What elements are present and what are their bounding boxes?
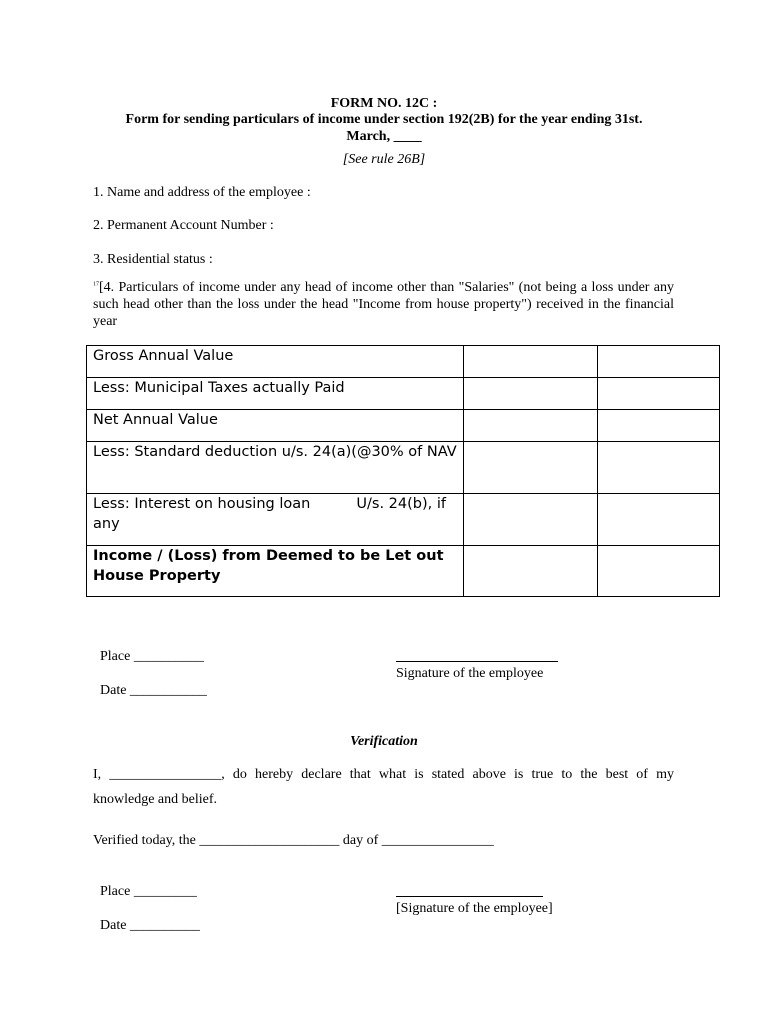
row-label-net-annual-value: Net Annual Value: [87, 410, 464, 442]
row-label-municipal-taxes: Less: Municipal Taxes actually Paid: [87, 378, 464, 410]
amount-cell: [464, 546, 598, 597]
signature-line-1: [396, 661, 558, 662]
date-field-1: Date ___________: [100, 683, 207, 698]
item-4-paragraph: [93, 279, 674, 330]
amount-cell: [598, 494, 720, 546]
amount-cell: [464, 378, 598, 410]
row-label-standard-deduction: Less: Standard deduction u/s. 24(a)(@30% of NAV: [87, 442, 464, 494]
verification-heading: Verification: [350, 734, 418, 749]
place-field-1: Place __________: [100, 649, 204, 664]
amount-cell: [464, 410, 598, 442]
field-pan: 2. Permanent Account Number :: [93, 218, 274, 233]
declaration-line-2: knowledge and belief.: [93, 792, 218, 807]
table-row: [87, 346, 720, 378]
row-label-income-loss-total: Income / (Loss) from Deemed to be Let out House Property: [87, 546, 464, 597]
table-row: [87, 442, 720, 494]
amount-cell: [464, 346, 598, 378]
amount-cell: [598, 442, 720, 494]
amount-cell: [464, 494, 598, 546]
footnote-mark: 17: [93, 281, 99, 288]
income-table: [86, 345, 720, 597]
form-number-title: FORM NO. 12C :: [330, 96, 438, 111]
table-row: [87, 494, 720, 546]
table-row: [87, 378, 720, 410]
verified-today-line: Verified today, the ____________________ day of ________________: [93, 833, 494, 848]
row-label-housing-loan-interest: Less: Interest on housing loan U/s. 24(b), if any: [87, 494, 464, 546]
signature-line-2: [396, 896, 543, 897]
date-field-2: Date __________: [100, 918, 200, 933]
table-row: [87, 410, 720, 442]
form-subtitle-line1: Form for sending particulars of income under section 192(2B) for the year ending 31st.: [125, 112, 643, 127]
field-residential-status: 3. Residential status :: [93, 252, 213, 267]
rule-reference: [See rule 26B]: [342, 152, 426, 167]
item-4-text: [4. Particulars of income under any head of income other than "Salaries" (not being a loss under any such head other than the loss under the head "Income from house property") received in the financial year: [93, 280, 674, 329]
form-subtitle-line2: March, ____: [346, 129, 422, 144]
row-label-gross-annual-value: Gross Annual Value: [87, 346, 464, 378]
amount-cell: [464, 442, 598, 494]
place-field-2: Place _________: [100, 884, 197, 899]
table-row: [87, 546, 720, 597]
amount-cell: [598, 346, 720, 378]
amount-cell: [598, 410, 720, 442]
declaration-line-1: I, ________________, do hereby declare that what is stated above is true to the best of my: [93, 767, 674, 782]
amount-cell: [598, 546, 720, 597]
amount-cell: [598, 378, 720, 410]
field-name-address: 1. Name and address of the employee :: [93, 185, 311, 200]
signature-label-2: [Signature of the employee]: [396, 901, 553, 916]
signature-label-1: Signature of the employee: [396, 666, 544, 681]
